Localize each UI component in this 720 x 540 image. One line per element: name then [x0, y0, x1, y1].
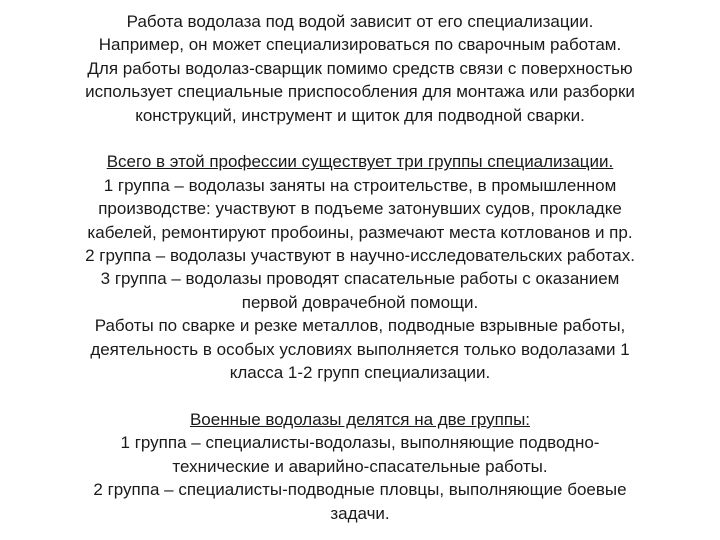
paragraph-specialization-intro	[40, 10, 680, 127]
text-line: деятельность в особых условиях выполняется только водолазами 1	[90, 339, 630, 359]
paragraph-gap	[40, 127, 680, 150]
slide-text-body	[40, 10, 680, 525]
section-military-divers	[40, 408, 680, 525]
text-line: Работы по сварке и резке металлов, подводные взрывные работы,	[94, 316, 626, 336]
text-line: 2 группа – водолазы участвуют в научно-исследовательских работах.	[85, 246, 635, 266]
text-line: Работа водолаза под водой зависит от его специализации.	[126, 12, 594, 31]
text-line: использует специальные приспособления для монтажа или разборки	[85, 82, 635, 102]
section-heading-groups: Всего в этой профессии существует три группы специализации.	[106, 152, 614, 172]
text-line: Для работы водолаз-сварщик помимо средств связи с поверхностью	[87, 58, 633, 78]
text-line: технические и аварийно-спасательные работы.	[172, 456, 548, 476]
text-line: 1 группа – водолазы заняты на строительстве, в промышленном	[103, 175, 617, 195]
paragraph-gap	[40, 384, 680, 407]
section-specialization-groups	[40, 150, 680, 384]
text-line: первой доврачебной помощи.	[241, 292, 479, 312]
text-line: класса 1-2 групп специализации.	[229, 363, 491, 383]
text-line: 1 группа – специалисты-водолазы, выполняющие подводно-	[120, 433, 600, 453]
text-line: 2 группа – специалисты-подводные пловцы, выполняющие боевые	[93, 480, 627, 500]
text-line: кабелей, ремонтируют пробоины, размечают места котлованов и пр.	[87, 222, 633, 242]
text-line: Например, он может специализироваться по сварочным работам.	[98, 35, 622, 55]
text-line: 3 группа – водолазы проводят спасательные работы с оказанием	[100, 269, 620, 289]
text-line: производстве: участвуют в подъеме затонувших судов, прокладке	[98, 199, 622, 219]
text-line: конструкций, инструмент и щиток для подводной сварки.	[135, 105, 585, 125]
text-line: задачи.	[330, 503, 390, 523]
section-heading-military: Военные водолазы делятся на две группы:	[189, 409, 531, 429]
